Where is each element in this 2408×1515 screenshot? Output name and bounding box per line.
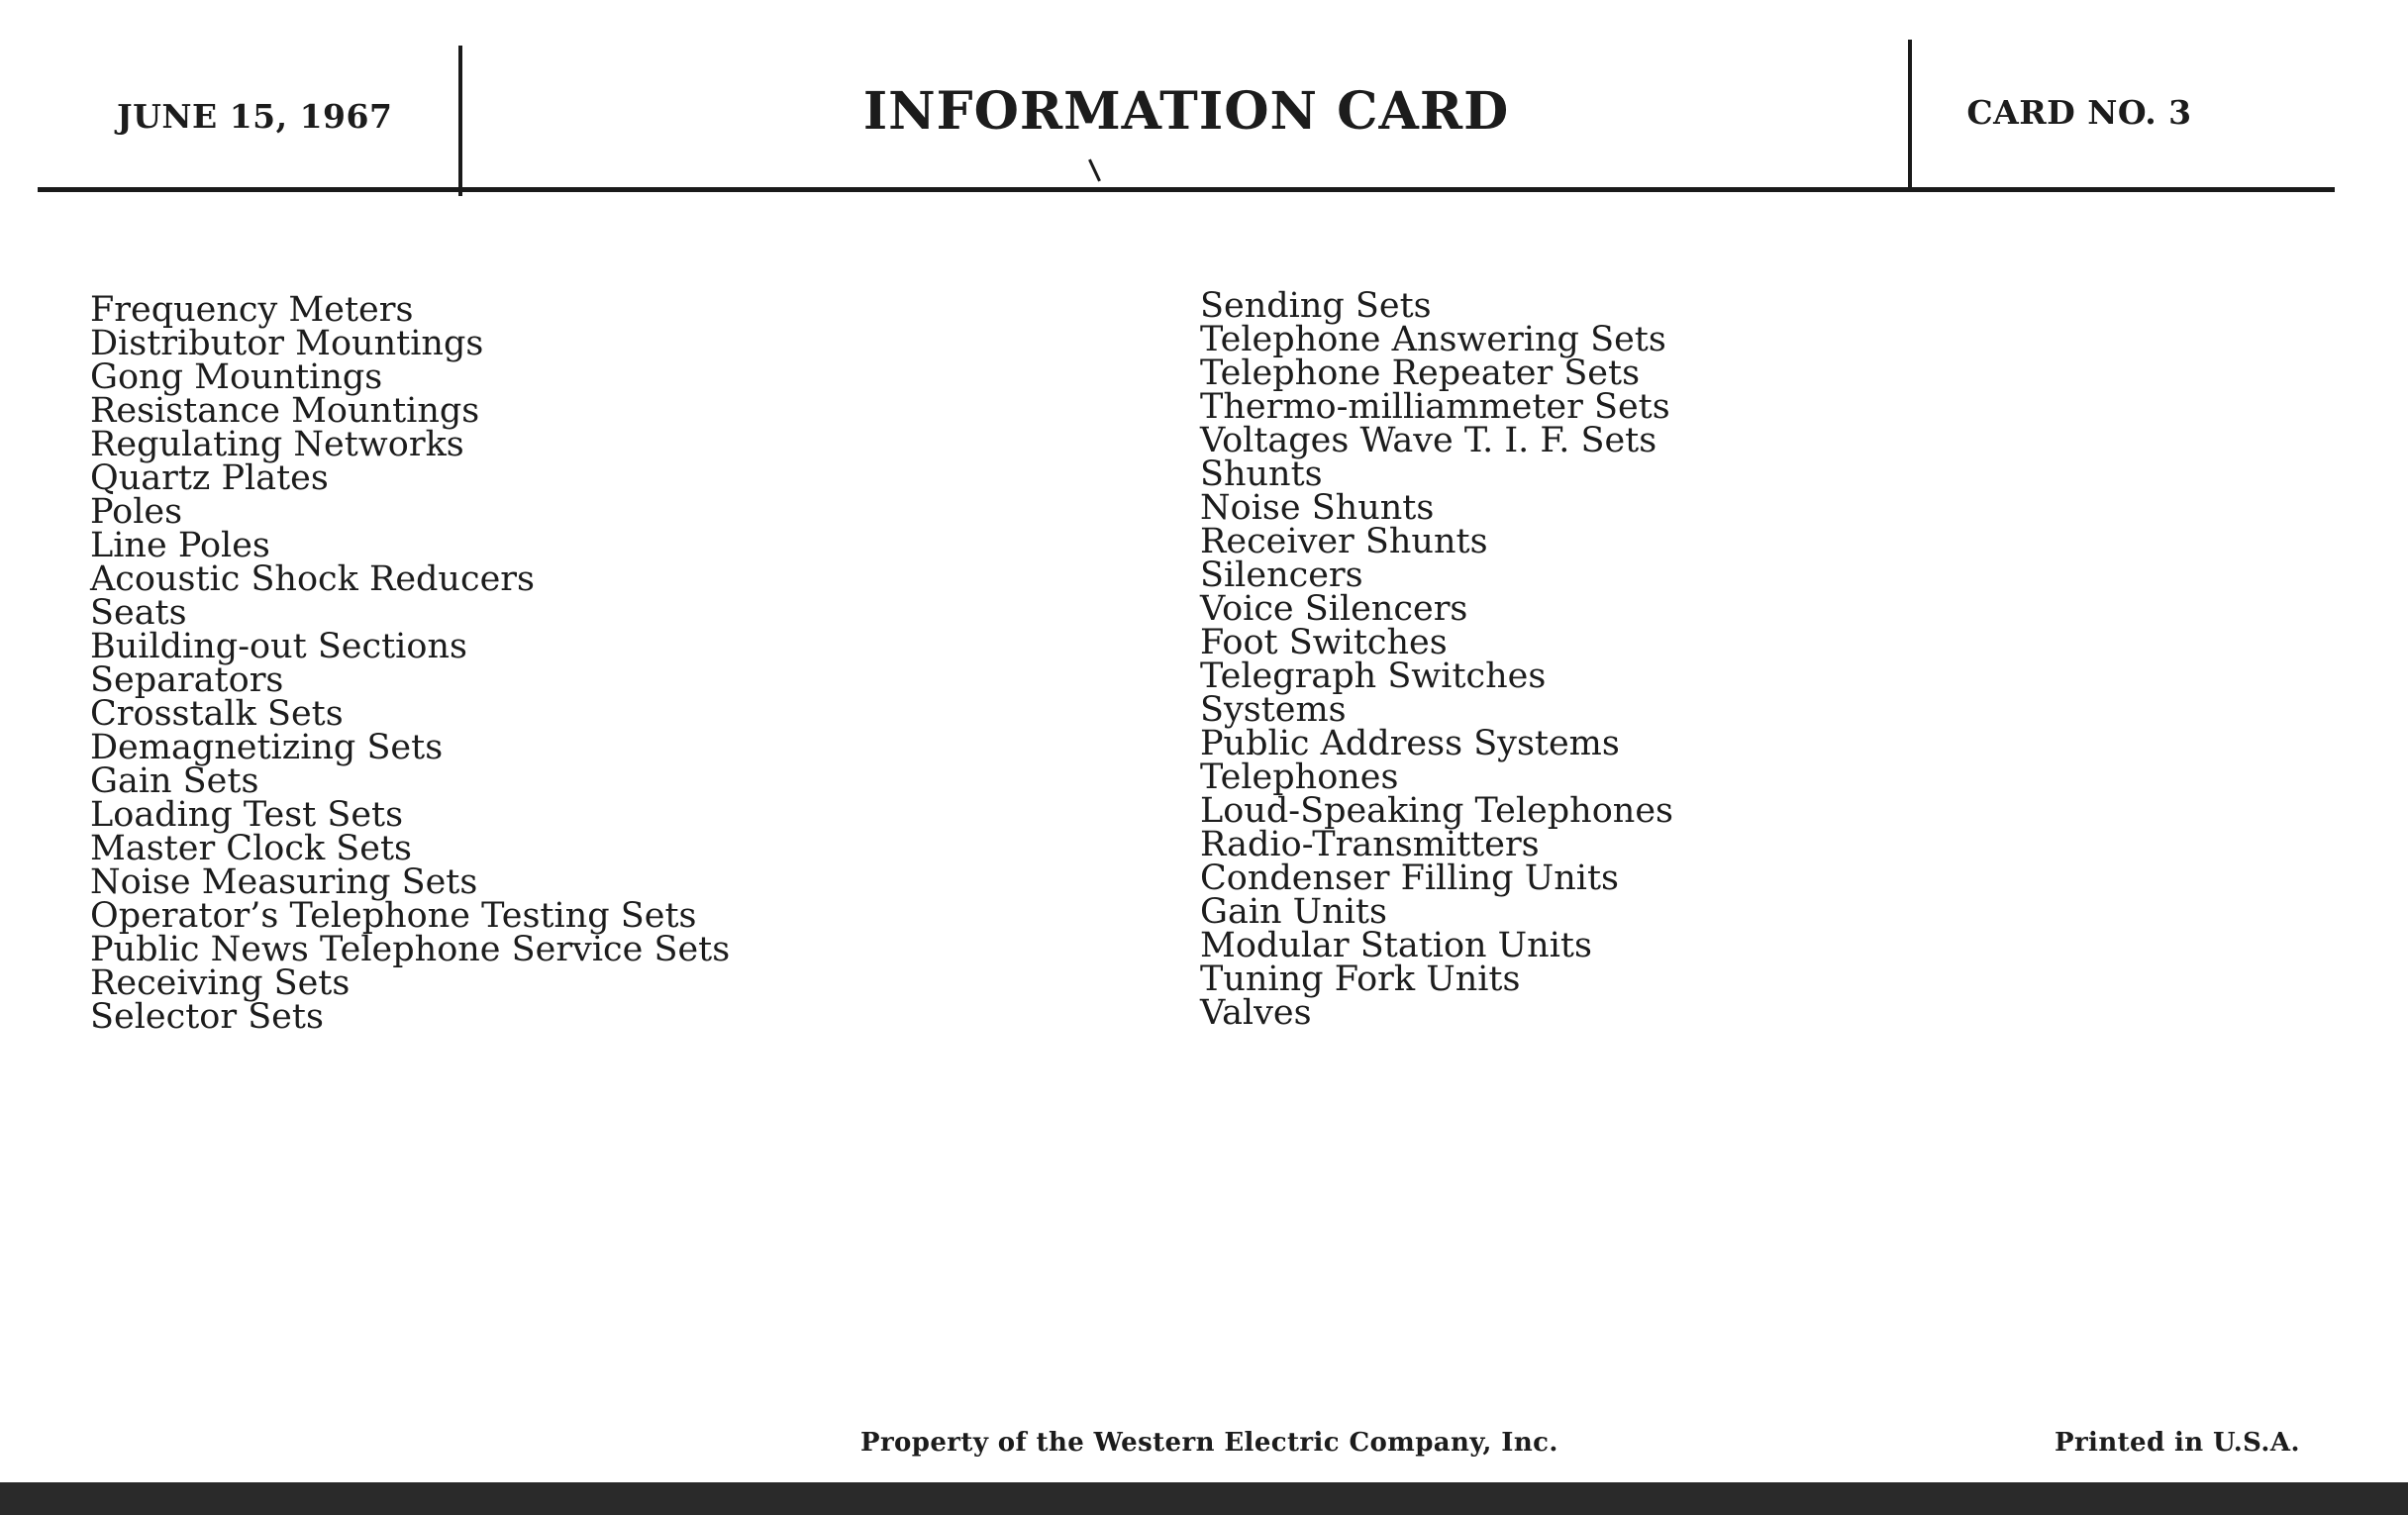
list-item: Frequency Meters (90, 290, 414, 330)
list-item: Telephones (1200, 758, 1399, 797)
list-item: Gain Units (1200, 892, 1387, 932)
list-item: Valves (1200, 993, 1312, 1033)
list-item: Foot Switches (1200, 623, 1448, 662)
list-item: Voice Silencers (1200, 589, 1468, 629)
list-item: Noise Measuring Sets (90, 862, 478, 902)
right-item-list (1200, 286, 1674, 1033)
list-item: Noise Shunts (1200, 488, 1435, 528)
list-item: Operator’s Telephone Testing Sets (90, 896, 697, 936)
list-item: Demagnetizing Sets (90, 728, 444, 767)
list-item: Acoustic Shock Reducers (90, 559, 535, 599)
footer-printed-notice: Printed in U.S.A. (2055, 1428, 2300, 1458)
list-item: Distributor Mountings (90, 324, 484, 363)
list-item: Modular Station Units (1200, 926, 1592, 965)
list-item: Gong Mountings (90, 357, 383, 397)
list-item: Quartz Plates (90, 458, 329, 498)
list-item: Regulating Networks (90, 425, 464, 464)
list-item: Receiving Sets (90, 963, 351, 1003)
list-item: Resistance Mountings (90, 391, 480, 431)
footer-property-notice: Property of the Western Electric Company, Inc. (860, 1428, 1558, 1458)
list-item: Loading Test Sets (90, 795, 404, 835)
list-item: Public Address Systems (1200, 724, 1620, 763)
card-number: CARD NO. 3 (1966, 93, 2192, 132)
list-item: Condenser Filling Units (1200, 858, 1619, 898)
list-item: Loud-Speaking Telephones (1200, 791, 1674, 831)
list-item: Sending Sets (1200, 286, 1432, 326)
list-item: Poles (90, 492, 183, 532)
list-item: Telephone Repeater Sets (1200, 354, 1641, 393)
list-item: Selector Sets (90, 997, 324, 1037)
list-item: Tuning Fork Units (1200, 960, 1521, 999)
list-item: Separators (90, 660, 284, 700)
list-item: Telephone Answering Sets (1200, 320, 1666, 359)
list-item: Thermo-milliammeter Sets (1200, 387, 1670, 427)
list-item: Telegraph Switches (1200, 656, 1547, 696)
header-rule (38, 187, 2335, 192)
card-date: JUNE 15, 1967 (117, 97, 393, 136)
list-item: Silencers (1200, 556, 1363, 595)
list-item: Radio-Transmitters (1200, 825, 1540, 864)
list-item: Master Clock Sets (90, 829, 412, 868)
list-item: Crosstalk Sets (90, 694, 344, 734)
pen-mark (1088, 158, 1101, 181)
list-item: Shunts (1200, 454, 1323, 494)
list-item: Systems (1200, 690, 1347, 730)
card-title: INFORMATION CARD (862, 81, 1510, 142)
scan-border (0, 1482, 2408, 1515)
left-item-list (90, 290, 731, 1037)
list-item: Receiver Shunts (1200, 522, 1488, 561)
list-item: Seats (90, 593, 187, 633)
list-item: Building-out Sections (90, 627, 467, 666)
list-item: Voltages Wave T. I. F. Sets (1200, 421, 1657, 460)
list-item: Public News Telephone Service Sets (90, 930, 731, 969)
list-item: Gain Sets (90, 761, 259, 801)
list-item: Line Poles (90, 526, 270, 565)
